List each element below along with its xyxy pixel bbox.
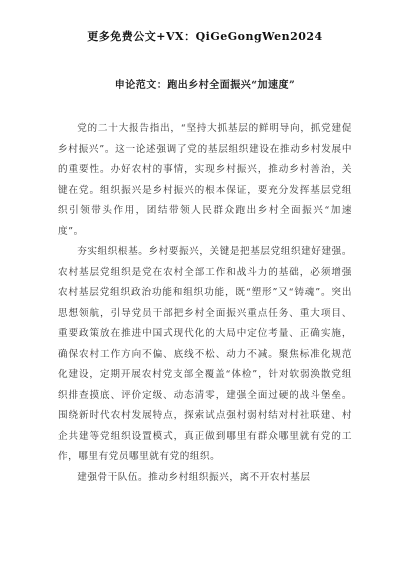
paragraph-3: 建强骨干队伍。推动乡村组织振兴，离不开农村基层 xyxy=(77,471,311,483)
promo-header: 更多免费公文+VX：QiGeGongWen2024 xyxy=(87,30,323,43)
article-title: 申论范文：跑出乡村全面振兴“加速度” xyxy=(114,80,296,91)
paragraph-1: 党的二十大报告指出，“坚持大抓基层的鲜明导向，抓党建促乡村振兴”。这一论述强调了党的基层组织建设在推动乡村发展中的重要性。办好农村的事情，实现乡村振兴，推动乡村善治，关键在党。组织振兴是乡村振兴的根本保证，要充分发挥基层党组织引领带头作用，团结带领人民群众跑出乡村全面振兴“加速度”。 xyxy=(58,123,352,237)
paragraph-2: 夯实组织根基。乡村要振兴，关键是把基层党组织建好建强。农村基层党组织是党在农村全部工作和战斗力的基础，必须增强农村基层党组织政治功能和组织功能，既“塑形”又“铸魂”。突出思想领航，引导党员干部把乡村全面振兴重点任务、重大项目、重要政策放在推进中国式现代化的大局中定位考量、正确实施，确保农村工作方向不偏、底线不松、动力不减。聚焦标准化规范化建设，定期开展农村党支部全覆盖“体检”，针对软弱涣散党组织排查摸底、评价定级、动态清零，建强全面过硬的战斗堡垒。围绕新时代农村发展特点，探索试点强村弱村结对村社联建、村企共建等党组织设置模式，真正做到哪里有群众哪里就有党的工作，哪里有党员哪里就有党的组织。 xyxy=(58,246,352,462)
article-body xyxy=(58,119,352,488)
